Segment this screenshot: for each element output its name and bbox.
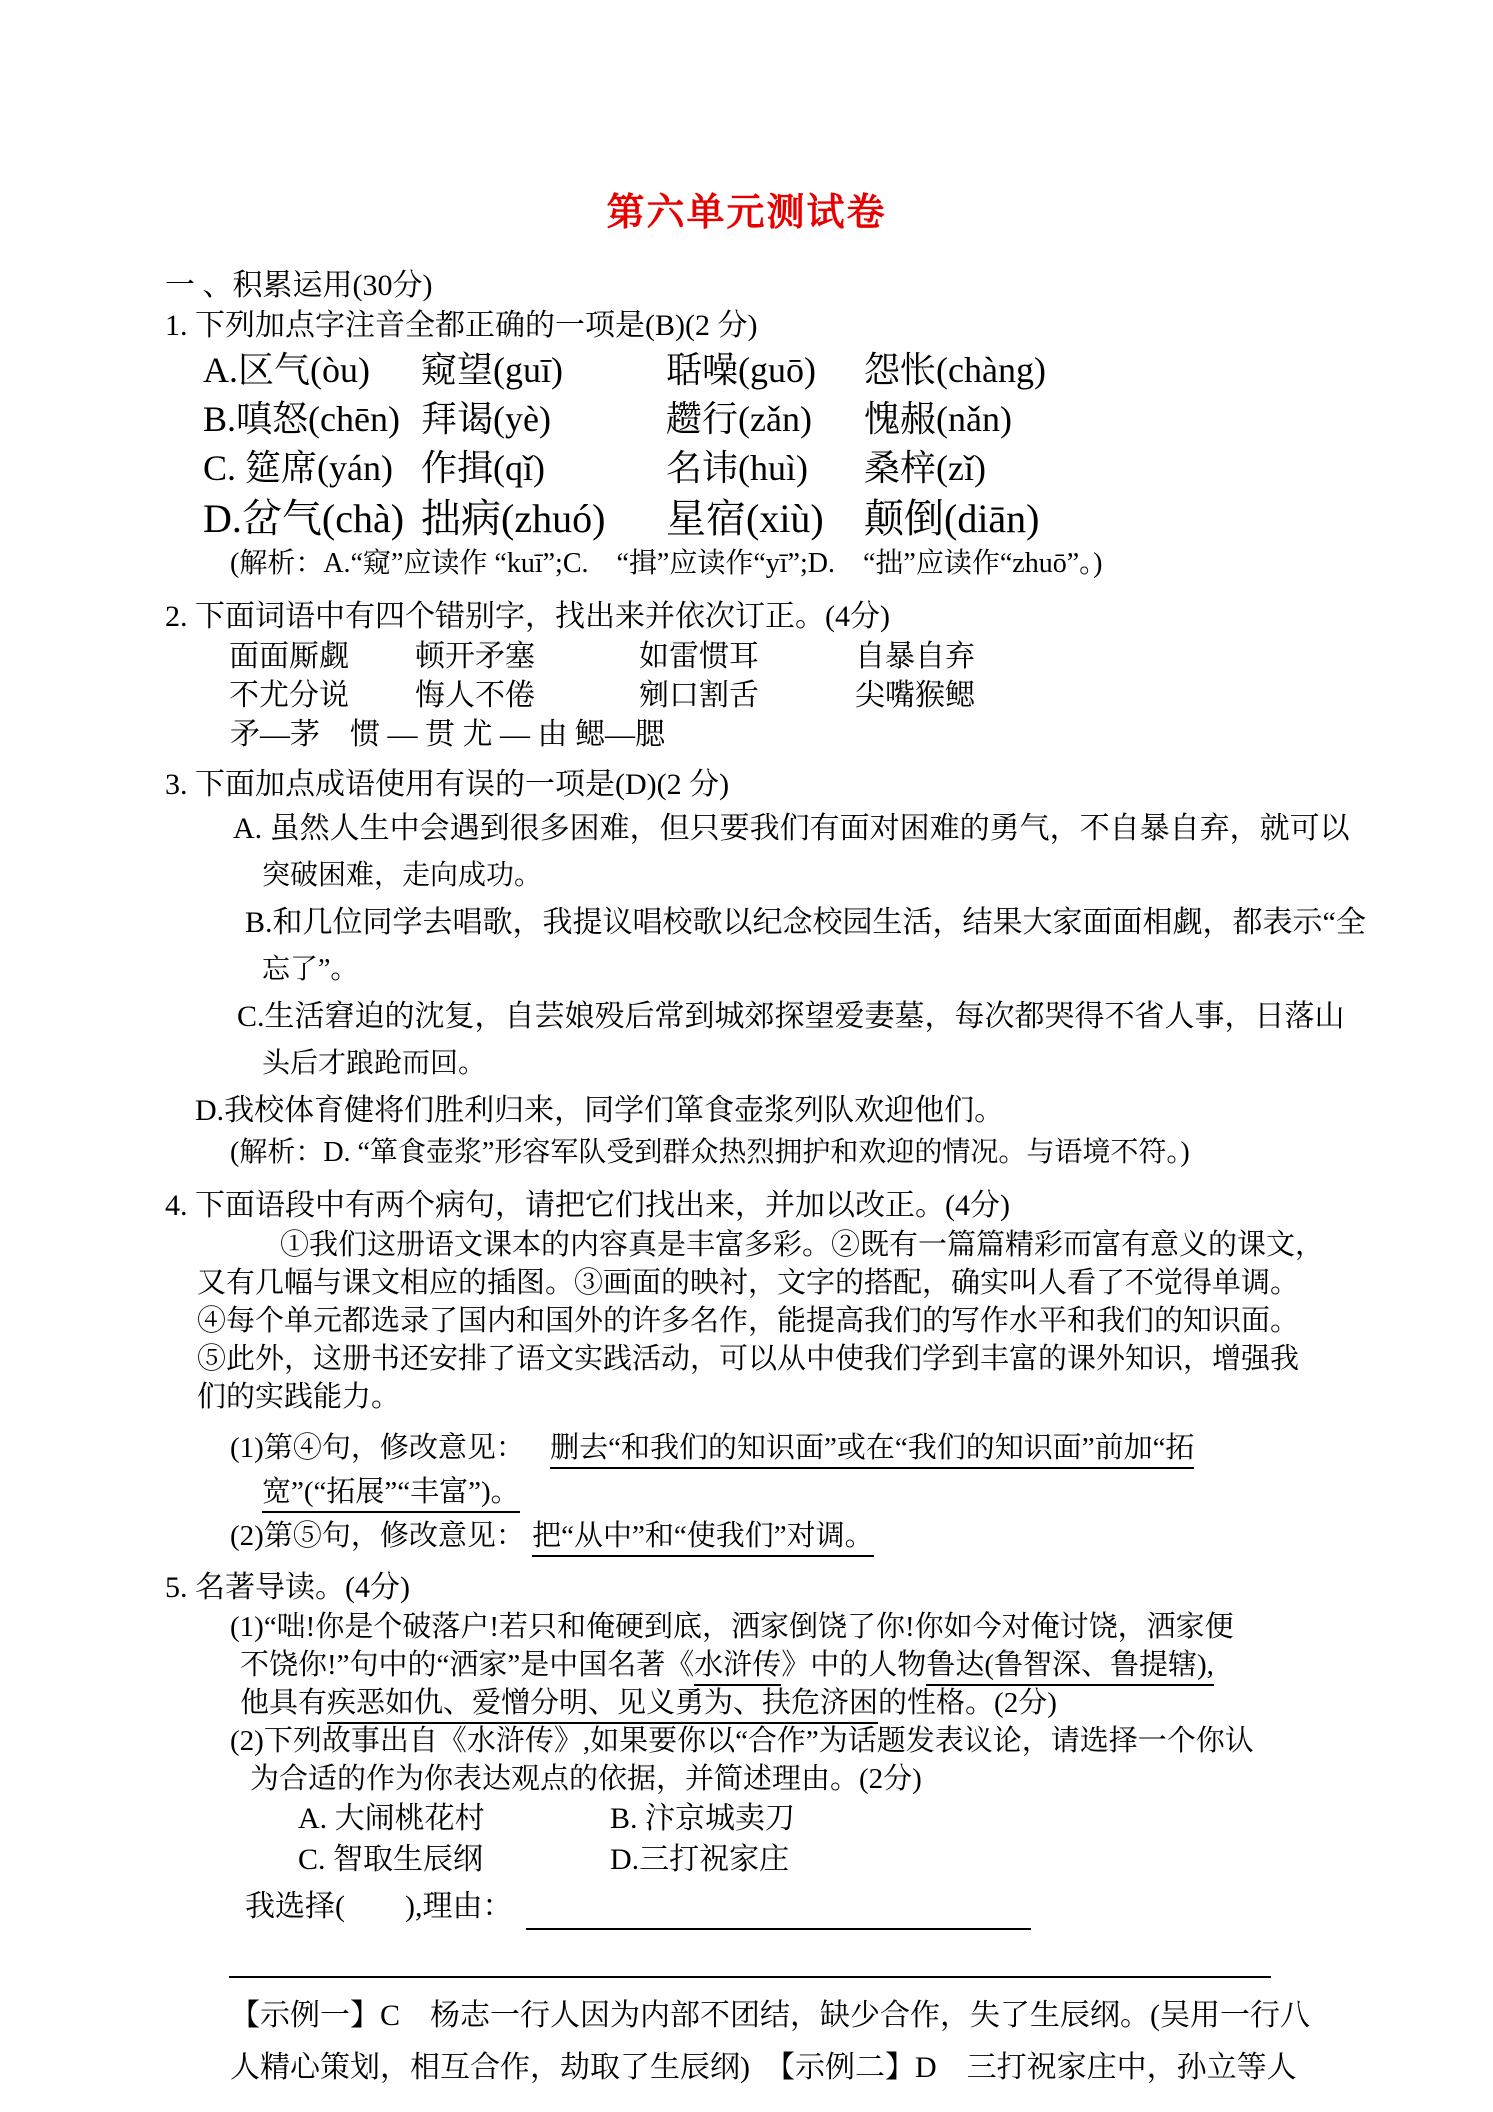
q2-word-row-1 bbox=[229, 637, 1303, 676]
q5-choice-b: B. 汴京城卖刀 bbox=[610, 1802, 796, 1835]
q5-part1-line-1: (1)“咄!你是个破落户!若只和俺硬到底，洒家倒饶了你!你如今对俺讨饶，洒家便 bbox=[230, 1611, 1234, 1643]
q1-cell: 趱行(zǎn) bbox=[666, 399, 812, 439]
q3-option-a-line-1: A. 虽然人生中会遇到很多困难，但只要我们有面对困难的勇气，不自暴自弃，就可以 bbox=[233, 812, 1350, 845]
q4-fix-1-answer: 删去“和我们的知识面”或在“我们的知识面”前加“拓 bbox=[550, 1432, 1194, 1469]
q1-option-row-d bbox=[203, 493, 1303, 545]
q2-word-row-2 bbox=[229, 676, 1303, 715]
q1-cell: B.嗔怒(chēn) bbox=[203, 399, 400, 439]
q4-fix-1-prefix: (1)第④句，修改意见： bbox=[230, 1432, 525, 1464]
q1-cell: 拙病(zhuó) bbox=[421, 496, 606, 541]
q3-stem: 3. 下面加点成语使用有误的一项是(D)(2 分) bbox=[165, 768, 730, 801]
q1-cell: 窥望(guī) bbox=[421, 350, 563, 390]
q5-part2-line-1: (2)下列故事出自《水浒传》,如果要你以“合作”为话题发表议论，请选择一个你认 bbox=[230, 1725, 1254, 1757]
q3-option-d-line-1: D.我校体育健将们胜利归来，同学们箪食壶浆列队欢迎他们。 bbox=[195, 1094, 1005, 1127]
q3-option-c-line-2: 头后才踉跄而回。 bbox=[262, 1048, 487, 1079]
q1-option-row-a bbox=[203, 346, 1303, 395]
q2-word: 不尤分说 bbox=[229, 679, 349, 712]
q4-passage-line-2: 又有几幅与课文相应的插图。③画面的映衬，文字的搭配，确实叫人看了不觉得单调。 bbox=[197, 1267, 1300, 1299]
q4-stem: 4. 下面语段中有两个病句，请把它们找出来，并加以改正。(4分) bbox=[165, 1189, 1010, 1222]
q3-option-b-line-2: 忘了”。 bbox=[262, 954, 359, 985]
q5-select-label: 我选择( ),理由： bbox=[245, 1890, 513, 1923]
q1-cell: C. 筵席(yán) bbox=[203, 448, 393, 488]
q4-passage-line-3: ④每个单元都选录了国内和国外的许多名作，能提高我们的写作水平和我们的知识面。 bbox=[197, 1305, 1300, 1337]
q5-choice-c: C. 智取生辰纲 bbox=[298, 1843, 484, 1876]
q1-cell: 作揖(qǐ) bbox=[421, 448, 545, 488]
q2-word: 尖嘴猴鳃 bbox=[855, 679, 975, 712]
q5-select-line bbox=[245, 1886, 1303, 1930]
q1-cell: 颠倒(diān) bbox=[864, 496, 1040, 541]
q5-choice-a: A. 大闹桃花村 bbox=[298, 1802, 485, 1835]
q5-part1-line3-text: 他具有 bbox=[240, 1687, 328, 1719]
q1-option-row-b bbox=[203, 395, 1303, 444]
paper-content bbox=[165, 266, 1366, 2094]
q2-word: 如雷惯耳 bbox=[639, 640, 759, 673]
q4-fix-1-answer-cont: 宽”(“拓展”“丰富”)。 bbox=[262, 1476, 520, 1513]
q1-cell: 桑梓(zǐ) bbox=[864, 448, 986, 488]
q1-option-row-c bbox=[203, 444, 1303, 493]
q4-passage-line-5: 们的实践能力。 bbox=[197, 1381, 401, 1413]
q2-word: 顿开矛塞 bbox=[415, 640, 535, 673]
q3-option-a-line-2: 突破困难，走向成功。 bbox=[262, 860, 543, 891]
q1-cell: 怨怅(chàng) bbox=[864, 350, 1046, 390]
q5-character-answer-underlined: 鲁达(鲁智深、鲁提辖), bbox=[926, 1649, 1214, 1686]
section-1-heading: 一 、积累运用(30分) bbox=[165, 269, 433, 302]
q5-choice-d: D.三打祝家庄 bbox=[610, 1843, 790, 1876]
q2-word: 剜口割舌 bbox=[639, 679, 759, 712]
q3-analysis: (解析：D. “箪食壶浆”形容军队受到群众热烈拥护和欢迎的情况。与语境不符。) bbox=[230, 1137, 1190, 1168]
q1-cell: 聒噪(guō) bbox=[666, 350, 816, 390]
q5-part1-line2-text: 》中的人物 bbox=[781, 1649, 927, 1681]
q4-fix-2-prefix: (2)第⑤句，修改意见： bbox=[230, 1520, 525, 1552]
q5-book-title-underlined: 水浒传 bbox=[694, 1649, 781, 1686]
q5-traits-answer-underlined: 疾恶如仇、爱憎分明、见义勇为、扶危济困 bbox=[327, 1687, 878, 1724]
q5-reason-blank-underline bbox=[526, 1886, 1031, 1930]
q1-cell: 拜谒(yè) bbox=[421, 399, 551, 439]
q4-passage-line-1: ①我们这册语文课本的内容真是丰富多彩。②既有一篇篇精彩而富有意义的课文， bbox=[280, 1229, 1325, 1261]
q5-part1-line-3 bbox=[240, 1684, 1303, 1722]
q5-example-line-2: 人精心策划，相互合作，劫取了生辰纲) 【示例二】D 三打祝家庄中，孙立等人 bbox=[230, 2051, 1297, 2084]
q5-choice-row-2 bbox=[298, 1839, 1303, 1880]
q3-option-c-line-1: C.生活窘迫的沈复，自芸娘殁后常到城郊探望爱妻墓，每次都哭得不省人事，日落山 bbox=[237, 1000, 1345, 1033]
q2-corrections: 矛—茅 惯 — 贯 尤 — 由 鳃—腮 bbox=[230, 718, 665, 751]
q4-fix-2-line bbox=[230, 1514, 1303, 1558]
q1-cell: 星宿(xiù) bbox=[666, 496, 824, 541]
q1-cell: 名讳(huì) bbox=[666, 448, 808, 488]
q3-option-b-line-1: B.和几位同学去唱歌，我提议唱校歌以纪念校园生活，结果大家面面相觑，都表示“全 bbox=[245, 906, 1366, 939]
q5-part1-line2-text: 不饶你!”句中的“洒家”是中国名著《 bbox=[240, 1649, 695, 1681]
q5-part2-line-2: 为合适的作为你表达观点的依据，并简述理由。(2分) bbox=[250, 1763, 922, 1795]
page-title: 第六单元测试卷 bbox=[606, 192, 887, 234]
q5-stem: 5. 名著导读。(4分) bbox=[165, 1571, 410, 1604]
q1-cell: 愧赧(nǎn) bbox=[864, 399, 1012, 439]
q2-word: 自暴自弃 bbox=[855, 640, 975, 673]
q2-word: 面面厮觑 bbox=[229, 640, 349, 673]
q5-choice-row-1 bbox=[298, 1798, 1303, 1839]
q2-stem: 2. 下面词语中有四个错别字，找出来并依次订正。(4分) bbox=[165, 600, 890, 633]
q4-fix-1-line-2 bbox=[262, 1470, 1303, 1514]
q5-part1-line-2 bbox=[240, 1646, 1303, 1684]
q5-example-line-1: 【示例一】C 杨志一行人因为内部不团结，缺少合作，失了生辰纲。(吴用一行八 bbox=[230, 1999, 1310, 2032]
q1-cell: D.岔气(chà) bbox=[203, 496, 405, 541]
q5-answer-blank-line bbox=[229, 1976, 1271, 1978]
q1-cell: A.区气(òu) bbox=[203, 350, 370, 390]
q1-analysis: (解析：A.“窥”应读作 “kuī”;C. “揖”应读作“yī”;D. “拙”应读作“zhuō”。) bbox=[230, 548, 1103, 579]
q4-fix-1-line-1 bbox=[230, 1426, 1303, 1470]
q1-stem: 1. 下列加点字注音全都正确的一项是(B)(2 分) bbox=[165, 309, 758, 342]
q4-fix-2-answer: 把“从中”和“使我们”对调。 bbox=[532, 1520, 874, 1557]
q2-word: 悔人不倦 bbox=[415, 679, 535, 712]
q4-passage-line-4: ⑤此外，这册书还安排了语文实践活动，可以从中使我们学到丰富的课外知识，增强我 bbox=[197, 1343, 1300, 1375]
q5-part1-line3-text: 的性格。(2分) bbox=[878, 1687, 1057, 1719]
